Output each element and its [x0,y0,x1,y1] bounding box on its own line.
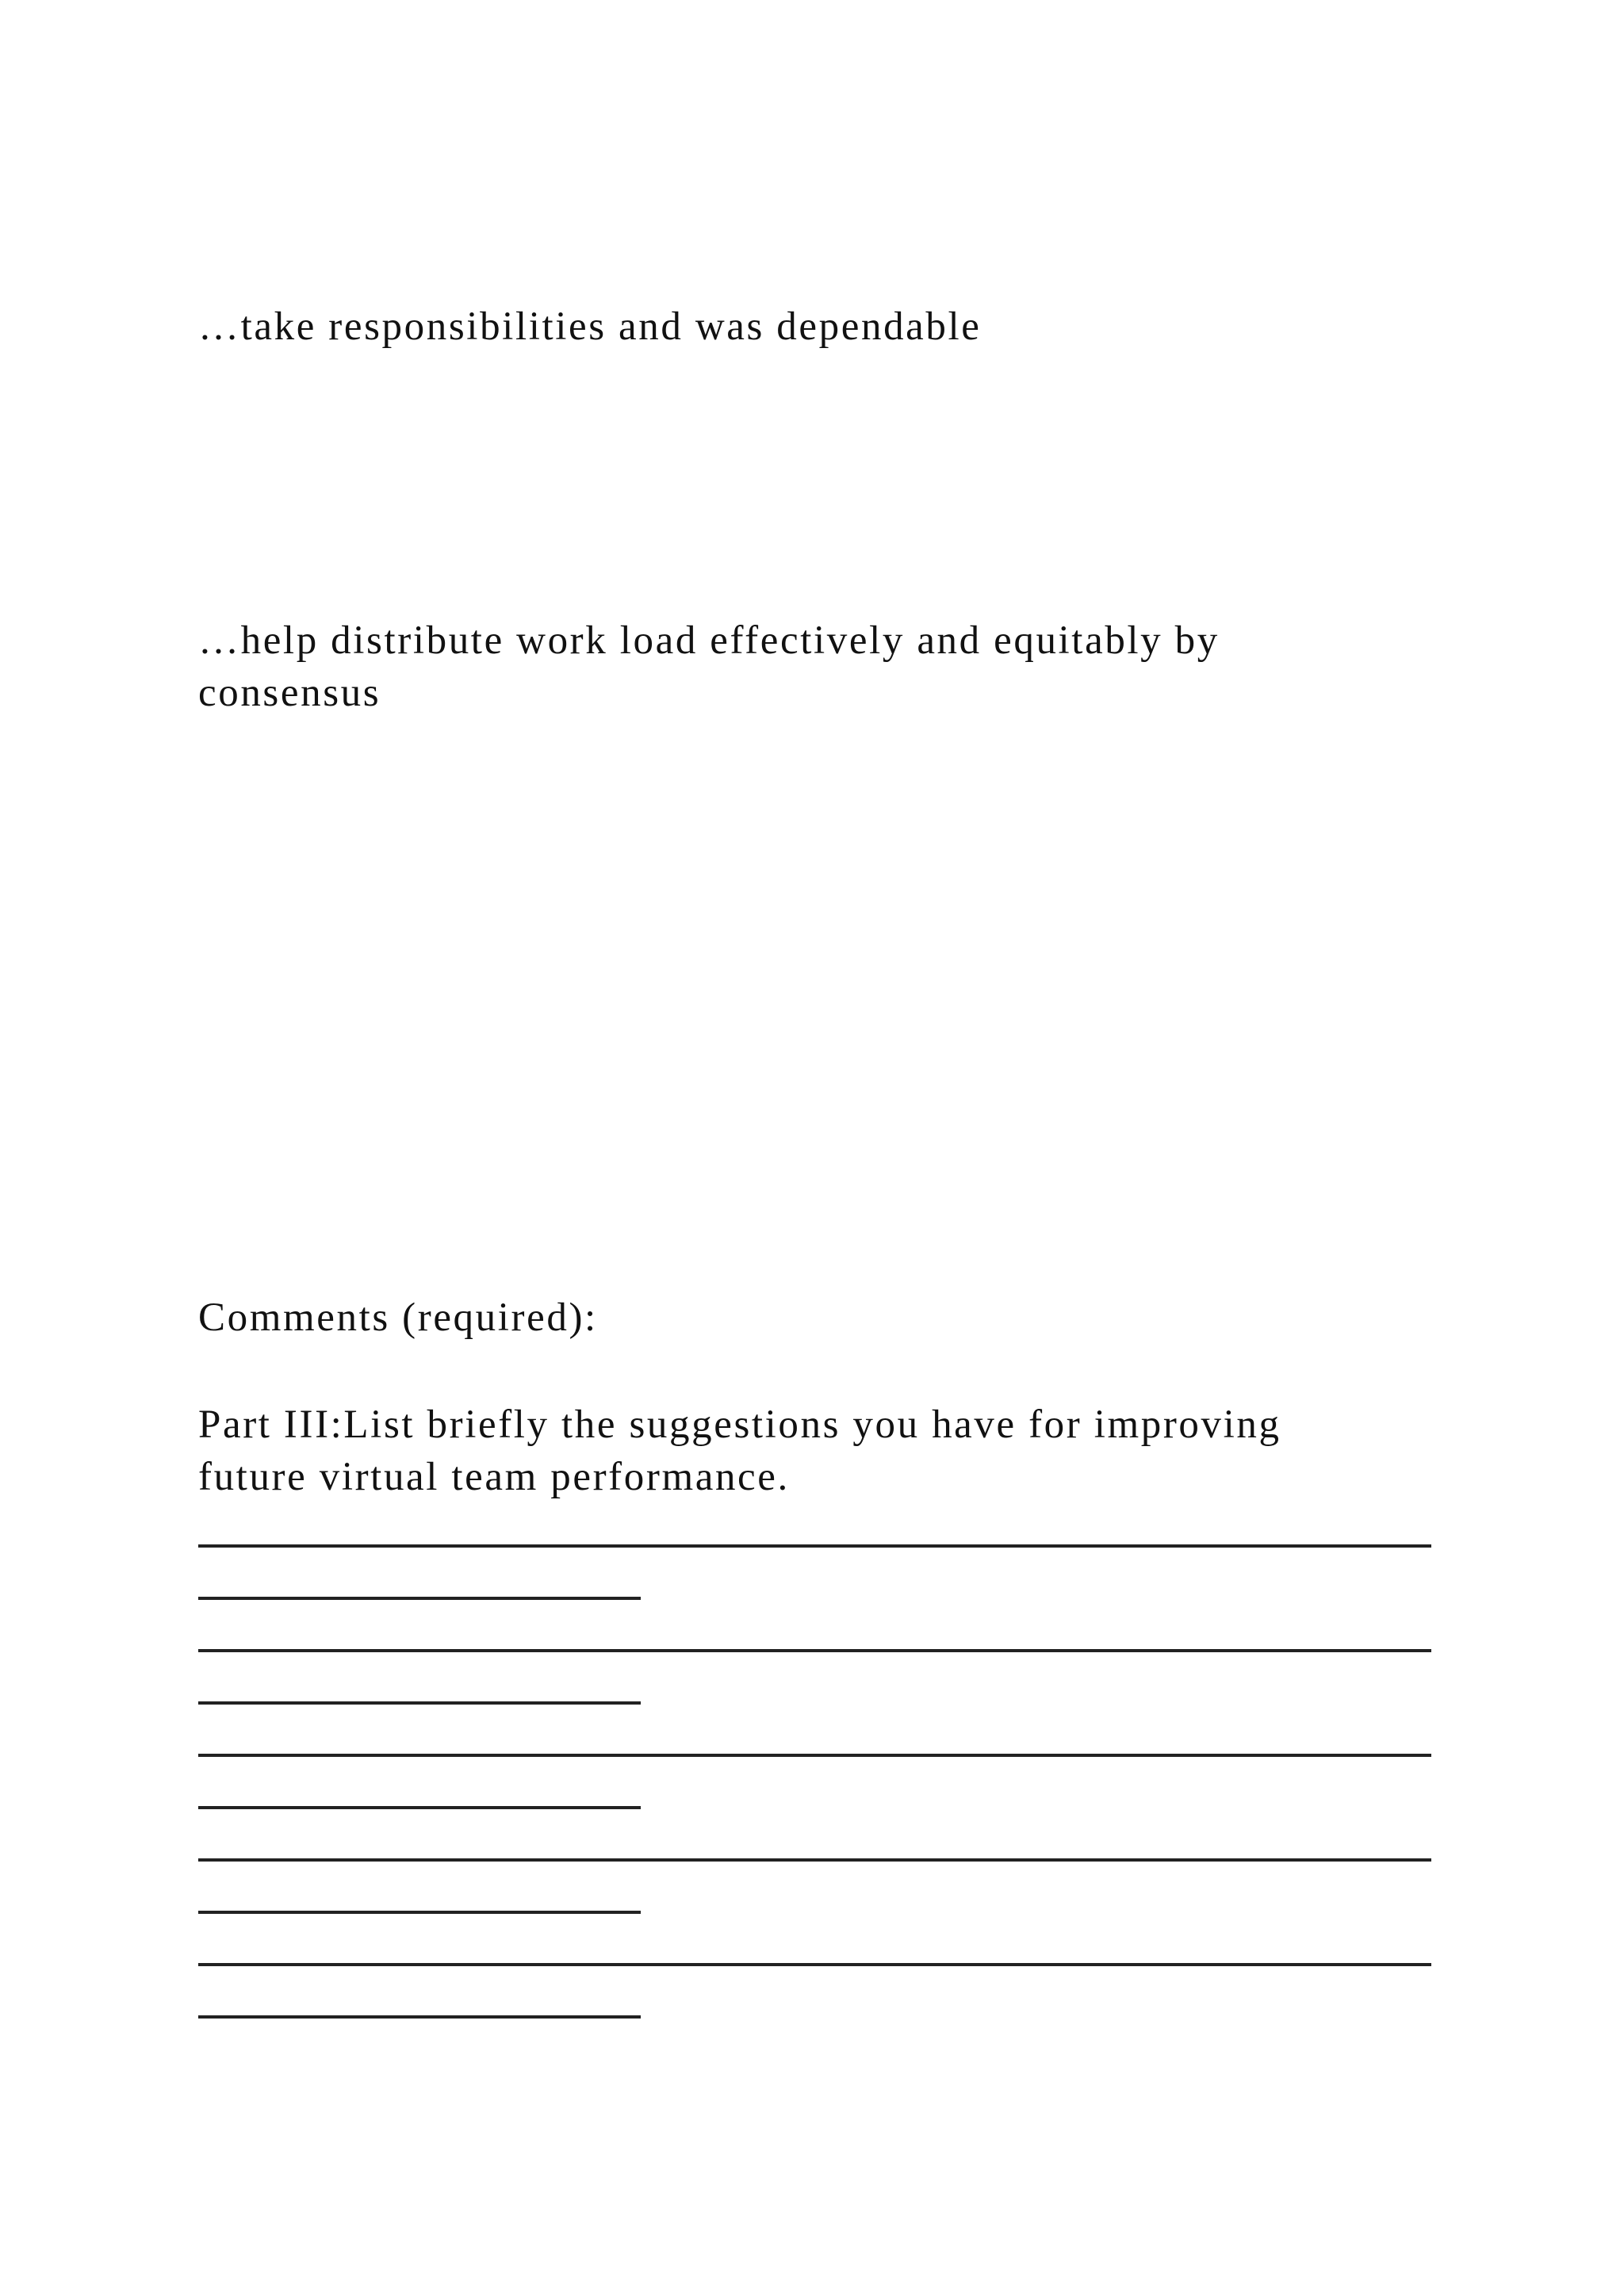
answer-blank-line [198,1701,641,1705]
answer-blank-line [198,1597,641,1600]
answer-blank-line [198,1806,641,1809]
answer-blank-line [198,1544,1431,1548]
answer-blank-line [198,2015,641,2019]
answer-blank-line [198,1649,1431,1652]
answer-blank-line [198,1911,641,1914]
rating-item-dependable: …take responsibilities and was dependable [198,304,982,349]
comments-label: Comments (required): [198,1295,598,1340]
part-three-prompt-line-2: future virtual team performance. [198,1455,790,1499]
answer-blank-line [198,1858,1431,1862]
part-three-prompt-line-1: Part III:List briefly the suggestions you have for improving [198,1402,1281,1447]
rating-item-workload-line-1: …help distribute work load effectively and equitably by [198,618,1220,663]
answer-blank-line [198,1963,1431,1966]
rating-item-workload-line-2: consensus [198,671,381,715]
answer-blank-line [198,1754,1431,1757]
